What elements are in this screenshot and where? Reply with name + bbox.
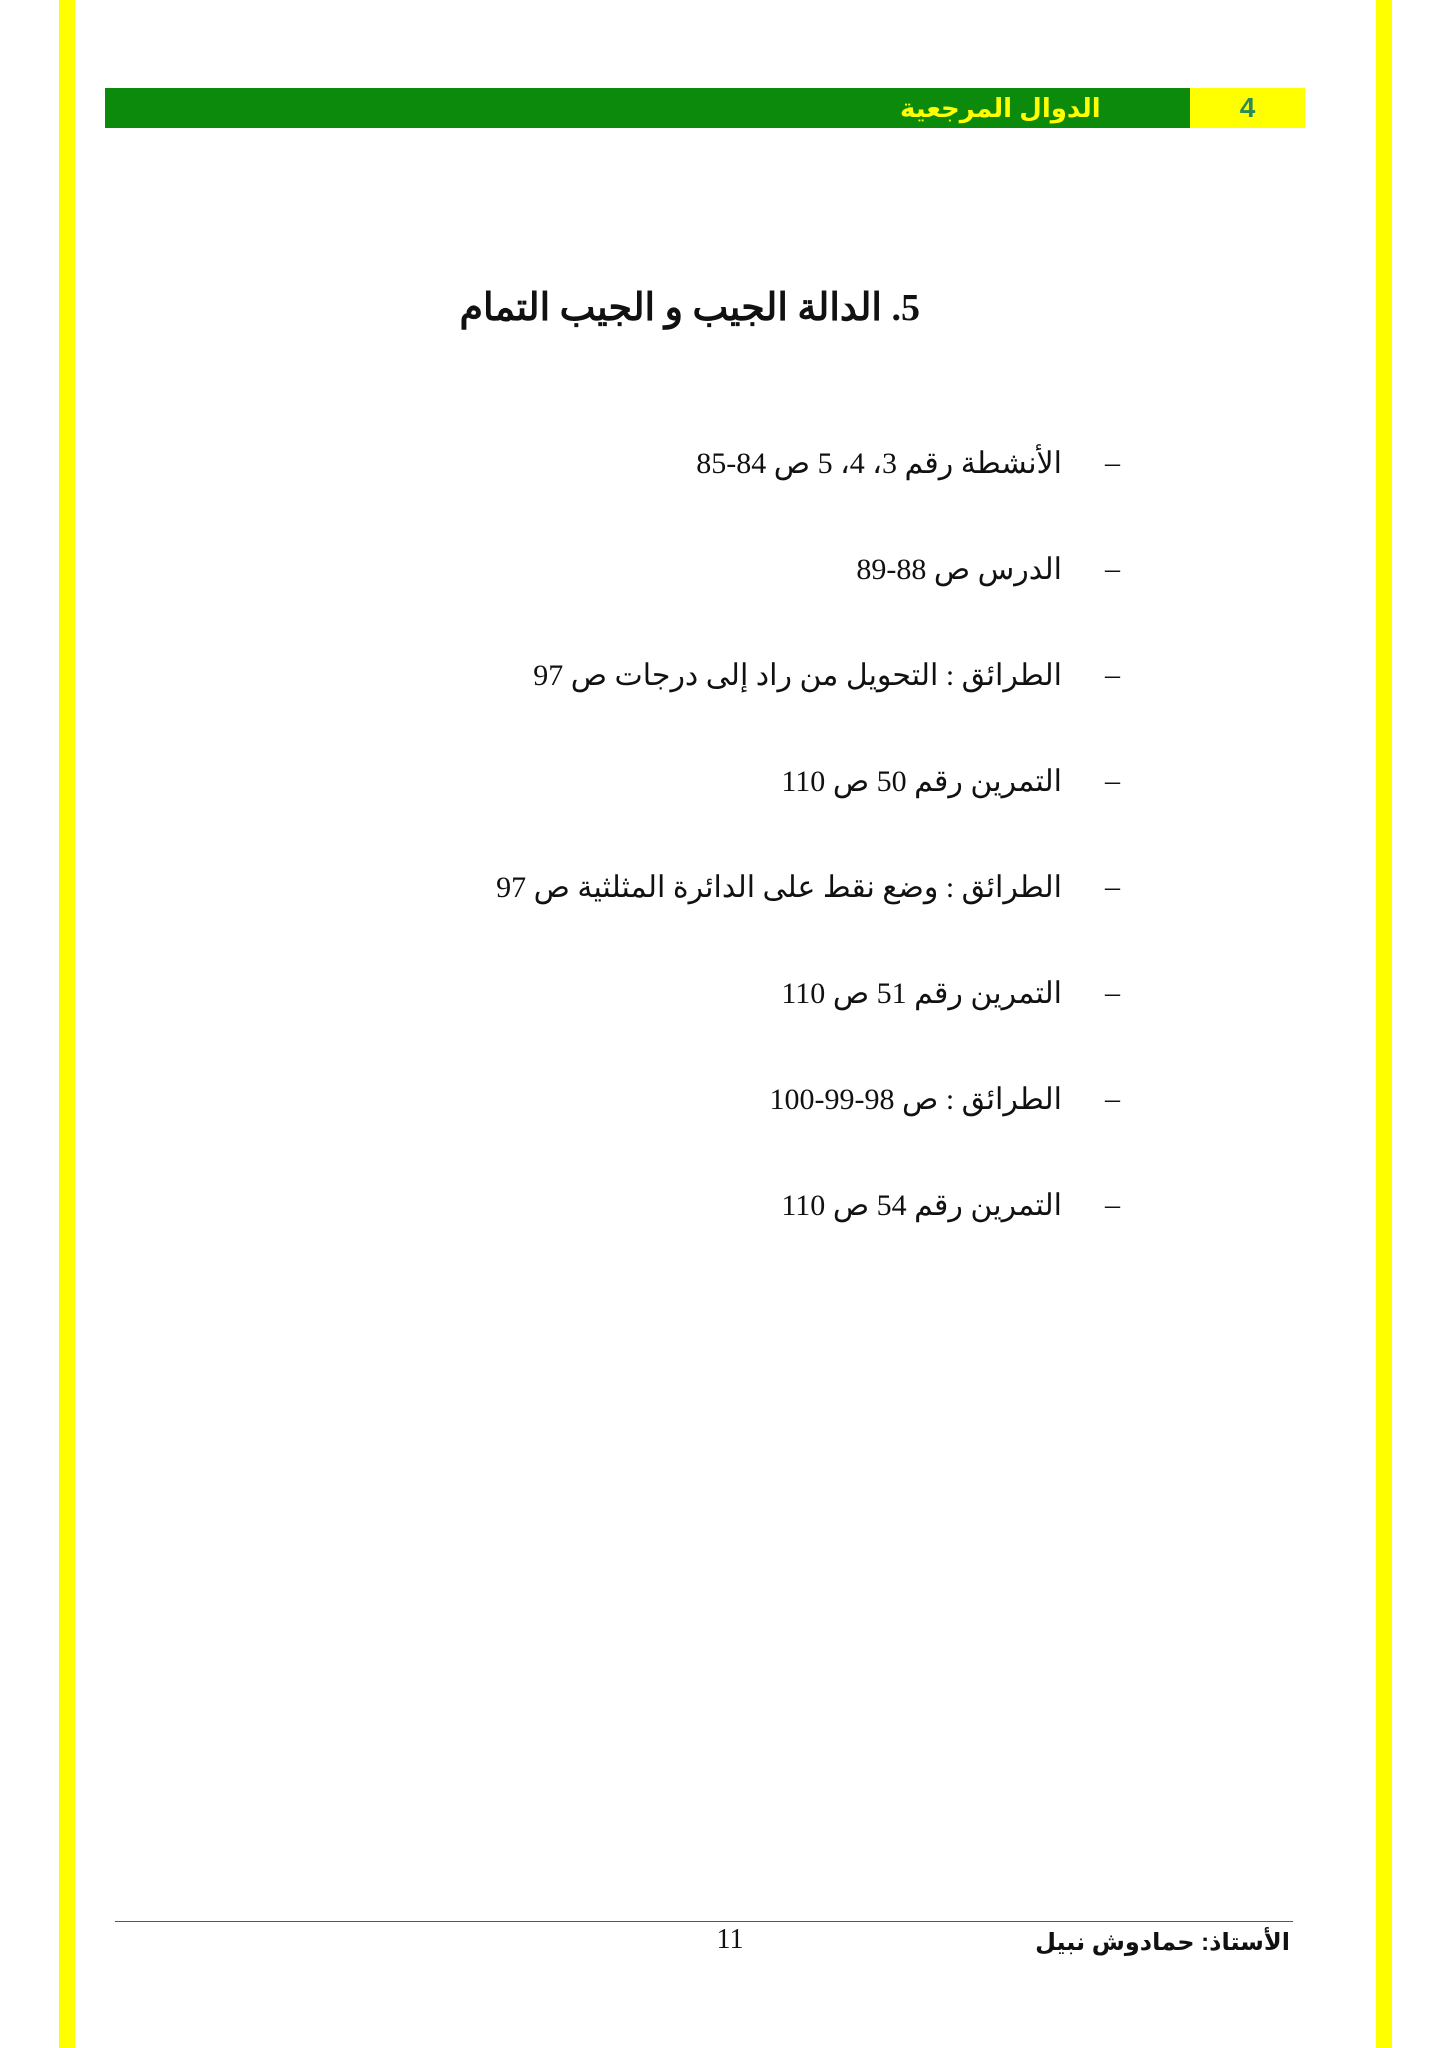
list-item — [496, 728, 1120, 834]
list-item — [496, 410, 1120, 516]
item-text: الطرائق : التحويل من راد إلى درجات ص 97 — [533, 658, 1062, 692]
section-title: 5. الدالة الجيب و الجيب التمام — [459, 287, 920, 329]
bullet-dash: – — [1105, 552, 1120, 585]
bullet-dash: – — [1105, 446, 1120, 479]
bullet-dash: – — [1105, 1188, 1120, 1221]
bullet-dash: – — [1105, 870, 1120, 903]
item-text: التمرين رقم 50 ص 110 — [781, 764, 1062, 798]
item-text: التمرين رقم 54 ص 110 — [781, 1188, 1062, 1222]
author-name: الأستاذ: حمادوش نبيل — [1035, 1929, 1290, 1956]
bullet-dash: – — [1105, 658, 1120, 691]
item-text: الطرائق : وضع نقط على الدائرة المثلثية ص 97 — [496, 870, 1062, 904]
chapter-title: الدوال المرجعية — [900, 92, 1101, 123]
item-text: الطرائق : ص 98-99-100 — [769, 1082, 1062, 1116]
item-text: الأنشطة رقم 3، 4، 5 ص 84-85 — [696, 446, 1062, 480]
list-item — [496, 516, 1120, 622]
item-text: الدرس ص 88-89 — [856, 552, 1062, 586]
list-item — [496, 940, 1120, 1046]
list-item — [496, 1046, 1120, 1152]
bullet-dash: – — [1105, 1082, 1120, 1115]
footer-divider — [115, 1921, 1293, 1922]
bullet-dash: – — [1105, 976, 1120, 1009]
assignment-list — [496, 410, 1120, 1258]
page-number: 11 — [716, 1924, 744, 1955]
left-frame-border — [59, 0, 75, 2048]
list-item — [496, 834, 1120, 940]
right-frame-border — [1376, 0, 1392, 2048]
list-item — [496, 1152, 1120, 1258]
item-text: التمرين رقم 51 ص 110 — [781, 976, 1062, 1010]
list-item — [496, 622, 1120, 728]
chapter-number: 4 — [1190, 88, 1305, 128]
bullet-dash: – — [1105, 764, 1120, 797]
